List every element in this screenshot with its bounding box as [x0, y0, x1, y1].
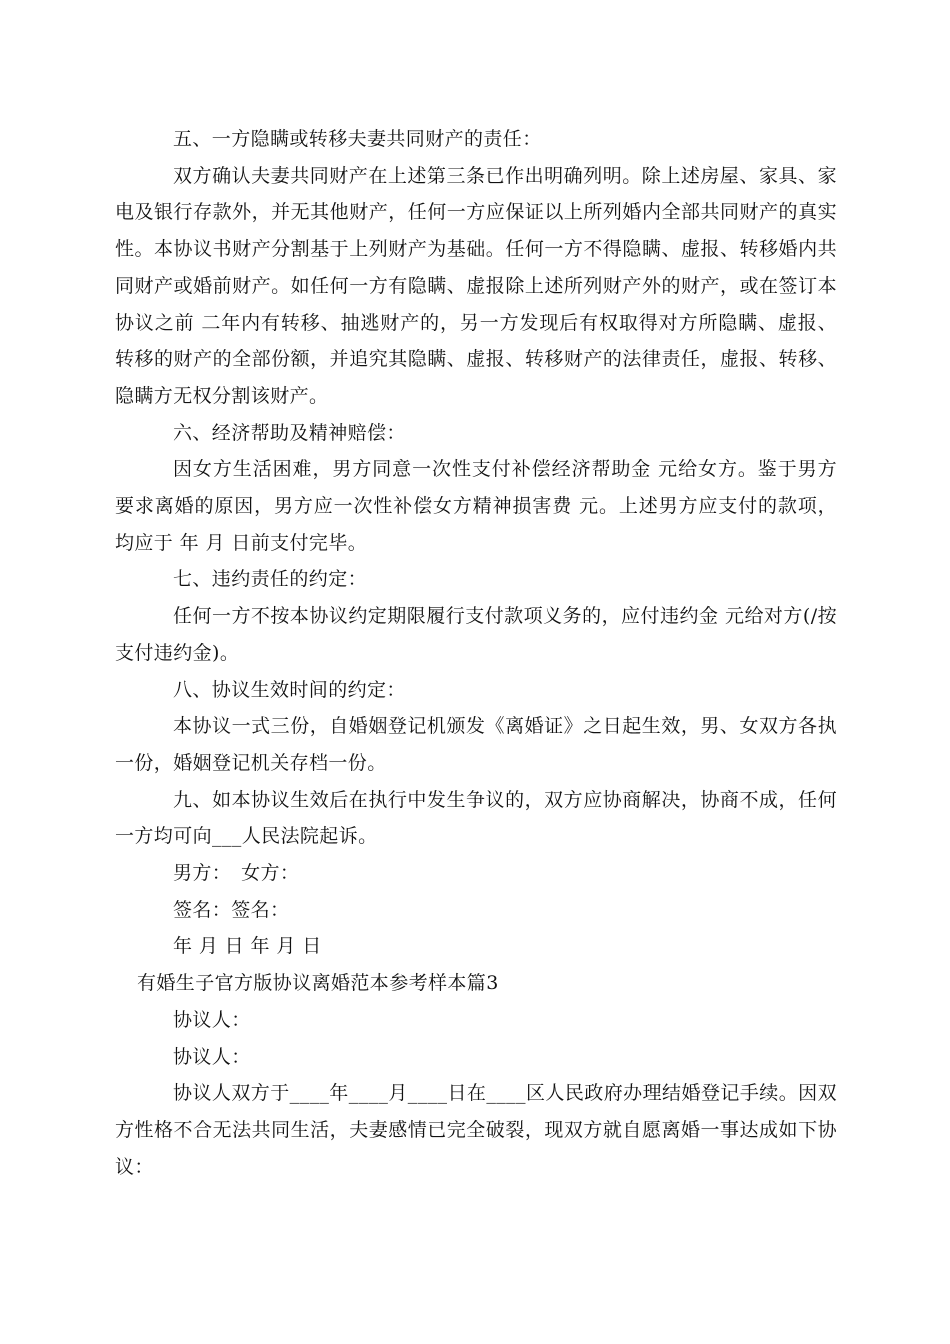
signature-date-line: 年 月 日 年 月 日	[173, 935, 322, 958]
party-label-1: 协议人：	[173, 1008, 251, 1031]
document-body	[115, 121, 837, 1185]
sample-title: 有婚生子官方版协议离婚范本参考样本篇3	[137, 972, 499, 995]
section-body-6: 因女方生活困难，男方同意一次性支付补偿经济帮助金 元给女方。鉴于男方要求离婚的原因，男方应一次性补偿女方精神损害费 元。上述男方应支付的款项，均应于 年 月 日前支付完毕。	[115, 458, 837, 554]
section-heading-6: 六、经济帮助及精神赔偿：	[173, 421, 406, 444]
agreement-intro: 协议人双方于____年____月____日在____区人民政府办理结婚登记手续。因双方性格不合无法共同生活，夫妻感情已完全破裂，现双方就自愿离婚一事达成如下协议：	[115, 1082, 837, 1178]
section-body-5: 双方确认夫妻共同财产在上述第三条已作出明确列明。除上述房屋、家具、家电及银行存款外，并无其他财产，任何一方应保证以上所列婚内全部共同财产的真实性。本协议书财产分割基于上列财产为基础。任何一方不得隐瞒、虚报、转移婚内共同财产或婚前财产。如任何一方有隐瞒、虚报除上述所列财产外的财产，或在签订本协议之前 二年内有转移、抽逃财产的，另一方发现后有权取得对方所隐瞒、虚报、转移的财产的全部份额，并追究其隐瞒、虚报、转移财产的法律责任，虚报、转移、隐瞒方无权分割该财产。	[115, 164, 837, 407]
section-heading-7: 七、违约责任的约定：	[173, 568, 368, 591]
section-heading-5: 五、一方隐瞒或转移夫妻共同财产的责任：	[173, 128, 542, 150]
section-body-9: 九、如本协议生效后在执行中发生争议的，双方应协商解决，协商不成，任何一方均可向___人民法院起诉。	[115, 788, 837, 848]
party-label-2: 协议人：	[173, 1045, 251, 1068]
section-body-7: 任何一方不按本协议约定期限履行支付款项义务的，应付违约金 元给对方(/按支付违约金)。	[115, 605, 837, 664]
section-heading-8: 八、协议生效时间的约定：	[173, 678, 406, 701]
signature-names-line: 签名：签名：	[173, 898, 290, 921]
section-body-8: 本协议一式三份，自婚姻登记机颁发《离婚证》之日起生效，男、女双方各执一份，婚姻登记机关存档一份。	[115, 715, 837, 774]
signature-parties-line: 男方： 女方：	[173, 862, 300, 885]
